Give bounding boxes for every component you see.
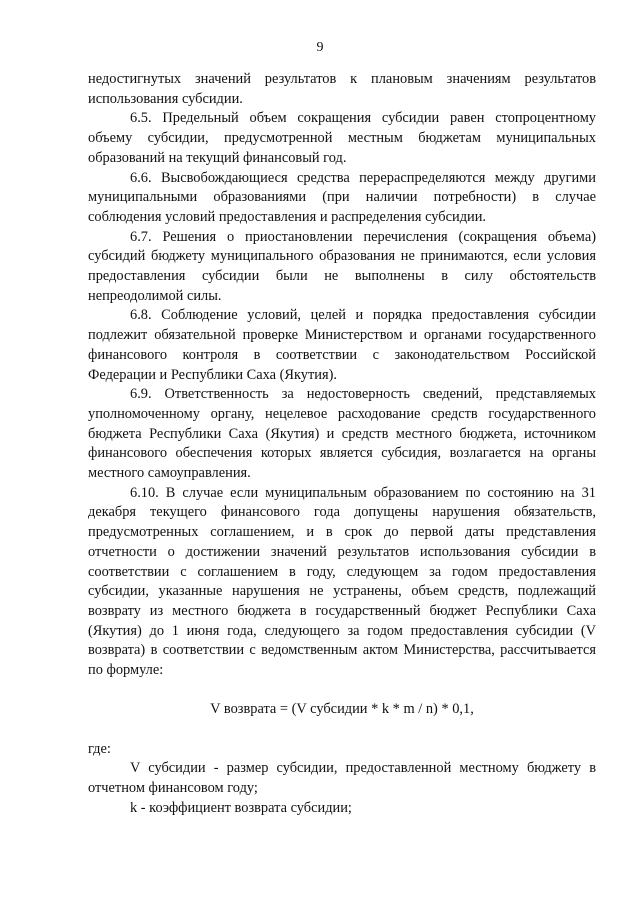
paragraph-6-5: 6.5. Предельный объем сокращения субсидии равен стопроцентному объему субсидии, предусмотренной местным бюджетам муниципальных образований на текущий финансовый год. <box>88 110 596 166</box>
paragraph-6-8: 6.8. Соблюдение условий, целей и порядка предоставления субсидии подлежит обязательной проверке Министерством и органами государственного финансового контроля в соответствии с законодательством Российской Федерации и Республики Саха (Якутия). <box>88 307 596 383</box>
paragraph-continuation: недостигнутых значений результатов к плановым значениям результатов использования субсидии. <box>88 71 596 107</box>
paragraph-6-10: 6.10. В случае если муниципальным образованием по состоянию на 31 декабря текущего финансового года допущены нарушения обязательств, предусмотренных соглашением, и в срок до первой даты представления отчетности о достижении значений результатов использования субсидии в соответствии с соглашением в году, следующем за годом предоставления субсидии, указанные нарушения не устранены, объем средств, подлежащий возврату из местного бюджета в государственный бюджет Республики Саха (Якутия) до 1 июня года, следующего за годом предоставления субсидии (V возврата) в соответствии с ведомственным актом Министерства, рассчитывается по формуле: <box>88 484 596 679</box>
page-number: 9 <box>316 40 324 55</box>
formula: V возврата = (V субсидии * k * m / n) * 0,1, <box>210 700 474 717</box>
definition-k: k - коэффициент возврата субсидии; <box>130 799 352 816</box>
document-body <box>88 70 596 818</box>
where-label: где: <box>88 740 111 757</box>
definition-v-subsidy: V субсидии - размер субсидии, предоставленной местному бюджету в отчетном финансовом году; <box>88 760 596 796</box>
paragraph-6-9: 6.9. Ответственность за недостоверность сведений, представляемых уполномоченному органу, нецелевое расходование средств государственного бюджета Республики Саха (Якутия) и средств местного бюджета, источником финансового обеспечения которых является субсидия, возлагается на органы местного самоуправления. <box>88 386 596 482</box>
paragraph-6-7: 6.7. Решения о приостановлении перечисления (сокращения объема) субсидий бюджету муниципального образования не принимаются, если условия предоставления субсидии были не выполнены в силу обстоятельств непреодолимой силы. <box>88 228 596 304</box>
paragraph-6-6: 6.6. Высвобождающиеся средства перераспределяются между другими муниципальными образованиями (при наличии потребности) в случае соблюдения условий предоставления и распределения субсидии. <box>88 169 596 225</box>
